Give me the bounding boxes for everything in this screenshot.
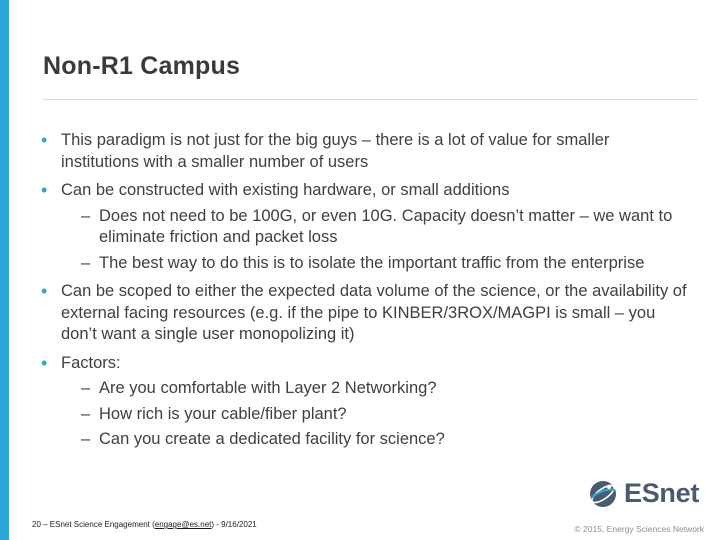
globe-icon — [588, 479, 618, 509]
sub-bullet-item — [61, 206, 691, 249]
sub-bullet-text: Can you create a dedicated facility for science? — [99, 430, 445, 448]
sub-bullet-text: Are you comfortable with Layer 2 Networking? — [99, 379, 437, 397]
sub-bullet-item — [61, 404, 691, 426]
slide-title: Non-R1 Campus — [43, 52, 241, 80]
footer-left — [32, 520, 257, 529]
left-accent-bar — [0, 0, 9, 540]
sub-bullet-item — [61, 253, 691, 275]
title-divider — [43, 99, 698, 100]
footer-suffix: ) - 9/16/2021 — [211, 520, 257, 529]
sub-bullet-text: Does not need to be 100G, or even 10G. Capacity doesn’t matter – we want to eliminate friction and packet loss — [99, 206, 673, 246]
sub-bullet-item — [61, 429, 691, 451]
sub-bullet-item — [61, 378, 691, 400]
bullet-item — [41, 281, 691, 346]
slide-body — [41, 130, 691, 458]
esnet-logo — [588, 478, 699, 509]
bullet-text: This paradigm is not just for the big guys – there is a lot of value for smaller institutions with a smaller number of users — [61, 131, 610, 171]
bullet-item — [41, 180, 691, 274]
sub-bullet-text: The best way to do this is to isolate the important traffic from the enterprise — [99, 253, 645, 272]
bullet-text: Can be scoped to either the expected data volume of the science, or the availability of external facing resources (e.g. if the pipe to KINBER/3ROX/MAGPI is small – you don’t want a single user monopolizing it) — [61, 282, 687, 343]
sub-bullet-text: How rich is your cable/fiber plant? — [99, 404, 347, 423]
bullet-text: Can be constructed with existing hardware, or small additions — [61, 181, 510, 199]
contact-email-link[interactable]: engage@es.net — [154, 520, 212, 529]
copyright-text: © 2015, Energy Sciences Network — [574, 524, 704, 534]
bullet-item — [41, 130, 691, 173]
bullet-text: Factors: — [61, 353, 121, 372]
bullet-item — [41, 353, 691, 451]
logo-wordmark: ESnet — [624, 478, 700, 508]
footer-prefix: 20 – ESnet Science Engagement ( — [32, 520, 155, 529]
